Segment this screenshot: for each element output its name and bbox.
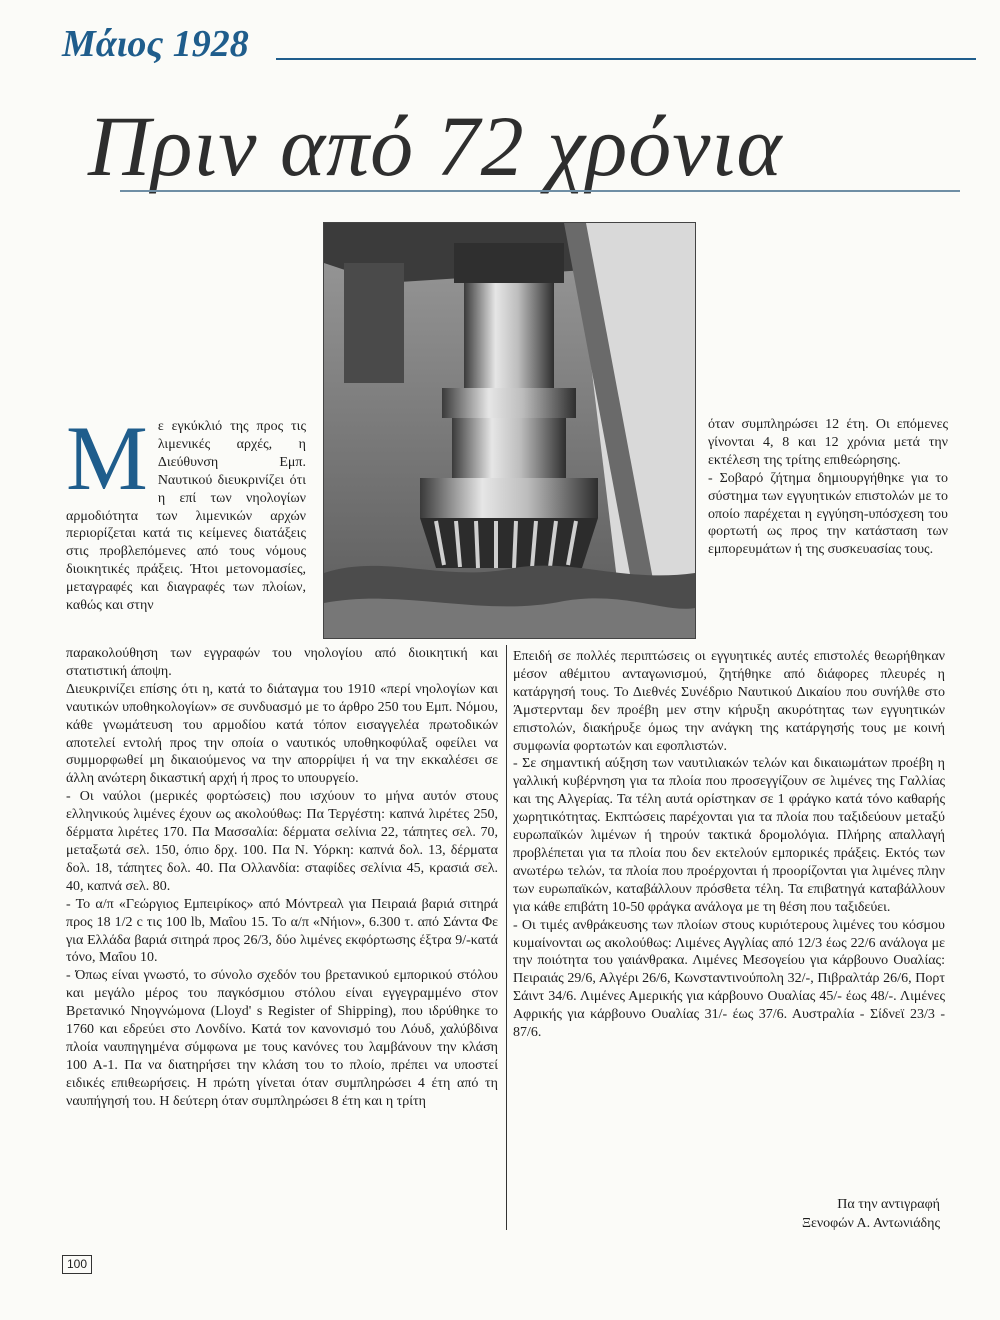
paragraph: - Σε σημαντική αύξηση των ναυτιλιακών τελών και δικαιωμάτων προέβη η γαλλική κυβέρνηση για τα πλοία που προσεγγίζουν σε λιμένες της Γαλλίας και της Αλγερίας. Τα τέλη αυτά ορίστηκαν σε 1 φράγκο κατά τόνο καθαρής χωρητικότητας. Εκπτώσεις παρέχονται για τα πλοία που ταξιδεύουν μεταξύ ευρωπαϊκών λιμένων ή τηρούν τακτικά δρομολόγια. Πλήρης απαλλαγή προβλέπεται για τα πλοία που δεν εκτελούν εμπορικές πράξεις. Εκτός των ανωτέρω τελών, τα πλοία που προέρχονται ή προορίζονται για λιμένες πλην των ευρωπαϊκών, καταβάλλουν πρόσθετα τέλη. Τα επιβατηγά καταβάλλουν για κάθε επιβάτη 10-50 φράγκα ανάλογα με τη θέση που ταξιδεύει.: [513, 756, 945, 915]
paragraph: Διευκρινίζει επίσης ότι η, κατά το διάταγμα του 1910 «περί νηολογίων και ναυτικών υποθηκολογίων» σε συνδυασμό με το άρθρο 250 του Εμπ. Νόμου, κάθε γνωμάτευση του αρμοδίου κατά τόπον εισαγγελέα πρωτοδικών αποτελεί εντολή προς την οποία ο ναυτικός υποθηκοφύλαξ οφείλει να συμμορφωθεί μη δικαιούμενος να την απορρίψει ή να την εκκαλέσει σε άλλη ανώτερη δικαστική αρχή ή προς το υπουργείο.: [66, 681, 498, 787]
column-divider: [506, 645, 507, 1230]
paragraph: - Οι ναύλοι (μερικές φορτώσεις) που ισχύουν το μήνα αυτόν στους ελληνικούς λιμένες έχουν ως ακολούθως: Πα Τεργέστη: καπνά λιρέτες 250, δέρματα λιρέτες 170. Πα Μασσαλία: δέρματα σελίνια 22, τάπητες σελ. 70, μεταξωτά σελ. 150, όπιο δρχ. 100. Πα Ν. Υόρκη: καπνά δολ. 13, δέρματα δολ. 18, τάπητες δολ. 40. Πα Ολλανδία: σταφίδες σελίνια 45, κρασιά σελ. 40, καπνά σελ. 80.: [66, 789, 498, 894]
archive-photo: [323, 222, 696, 639]
signature: [700, 1195, 940, 1233]
paragraph: - Το α/π «Γεώργιος Εμπειρίκος» από Μόντρεαλ για Πειραιά βαριά σιτηρά προς 18 1/2 c τις 100 lb, Μαΐου 15. Το α/π «Νήιον», 6.300 τ. από Σάντα Φε για Ελλάδα βαριά σιτηρά προς 26/3, δύο λιμένες εκφόρτωσης έξτρα 9/-κατά τόνο, Μαΐου 10.: [66, 896, 498, 966]
paragraph: ε εγκύκλιό της προς τις λιμενικές αρχές, η Διεύθυνση Εμπ. Ναυτικού διευκρινίζει ότι η επί των νηολογίων αρμοδιότητα των λιμενικών αρχών περιορίζεται κατά τις κείμενες διατάξεις στις προβλεπόμενες από τους νόμους διοικητικές πράξεις. Ήτοι μετονομασίες, μεταγραφές και διαγραφές των πλοίων, καθώς και στην: [66, 419, 306, 614]
headline-underline: [120, 190, 960, 192]
page-number: 100: [62, 1255, 92, 1274]
paragraph: Επειδή σε πολλές περιπτώσεις οι εγγυητικές αυτές επιστολές θεωρήθηκαν μέσον αθέμιτου ανταγωνισμού, ζητήθηκε από διάφορες πλευρές η κατάργησή τους. Το Διεθνές Συνέδριο Ναυτικού Δικαίου που συνήλθε στο Άμστερνταμ δεν προέβη μεν στην κήρυξη ακυρότητας των εγγυητικών επιστολών, διακήρυξε όμως την ανάγκη της κατάργησής τους με κοινή συμφωνία φορτωτών και εφοπλιστών.: [513, 649, 945, 754]
paragraph: - Όπως είναι γνωστό, το σύνολο σχεδόν του βρετανικού εμπορικού στόλου και μεγάλο μέρος του παγκόσμιου στόλου είναι εγγεγραμμένο στον Βρετανικό Νηογνώμονα (Lloyd' s Register of Shipping), που ιδρύθηκε το 1760 και εδρεύει στο Λονδίνο. Κατά τον κανονισμό του Λόυδ, χαλύβδινα πλοία ναυπηγημένα σύμφωνα με τους κανόνες του λαμβάνουν την κλάση 100 Α-1. Πα να διατηρήσει την κλάση του το πλοίο, πρέπει να υποστεί ειδικές επιθεωρήσεις. Η πρώτη γίνεται όταν συμπληρώσει 4 έτη από τη ναυπήγησή του. Η δεύτερη όταν συμπληρώσει 8 έτη και η τρίτη: [66, 968, 498, 1109]
signature-name: Ξενοφών Α. Αντωνιάδης: [801, 1216, 940, 1231]
paragraph: - Οι τιμές ανθράκευσης των πλοίων στους κυριότερους λιμένες του κόσμου κυμαίνονται ως ακολούθως: Λιμένες Αγγλίας από 12/3 έως 22/6 ανάλογα με την ποιότητα του γαιάνθρακα. Λιμένες Μεσογείου για κάρβουνο Ουαλίας: Πειραιάς 29/6, Αλγέρι 26/6, Κωνσταντινούπολη 32/-, Πιβραλτάρ 26/6, Πορτ Σάιντ 34/6. Λιμένες Αμερικής για κάρβουνο Ουαλίας 45/- έως 48/-. Λιμένες Αφρικής για κάρβουνο Ουαλίας 31/- έως 37/6. Αυστραλία - Σίδνεϊ 23/3 - 87/6.: [513, 917, 945, 1041]
article-column-1: [66, 645, 498, 1111]
article-column-2-top: [708, 416, 948, 559]
section-rule: [276, 58, 976, 60]
paragraph: όταν συμπληρώσει 12 έτη. Οι επόμενες γίνονται 4, 8 και 12 χρόνια μετά την εκτέλεση της τρίτης επιθεώρησης.: [708, 417, 948, 468]
paragraph: παρακολούθηση των εγγραφών του νηολογίου από διοικητική και στατιστική άποψη.: [66, 646, 498, 679]
section-heading: Μάιος 1928: [62, 23, 249, 65]
headline: Πριν από 72 χρόνια: [88, 98, 783, 194]
article-column-1-top: [66, 407, 306, 615]
signature-line: Πα την αντιγραφή: [837, 1197, 940, 1212]
paragraph: - Σοβαρό ζήτημα δημιουργήθηκε για το σύστημα των εγγυητικών επιστολών με το οποίο παρέχεται η εγγύηση-υπόσχεση του φορτωτή ως προς την κατάσταση των εμπορευμάτων ή της συσκευασίας τους.: [708, 470, 948, 558]
drop-cap: Μ: [66, 407, 148, 509]
article-column-2: [513, 648, 945, 1042]
ship-engine-illustration: [324, 223, 695, 638]
